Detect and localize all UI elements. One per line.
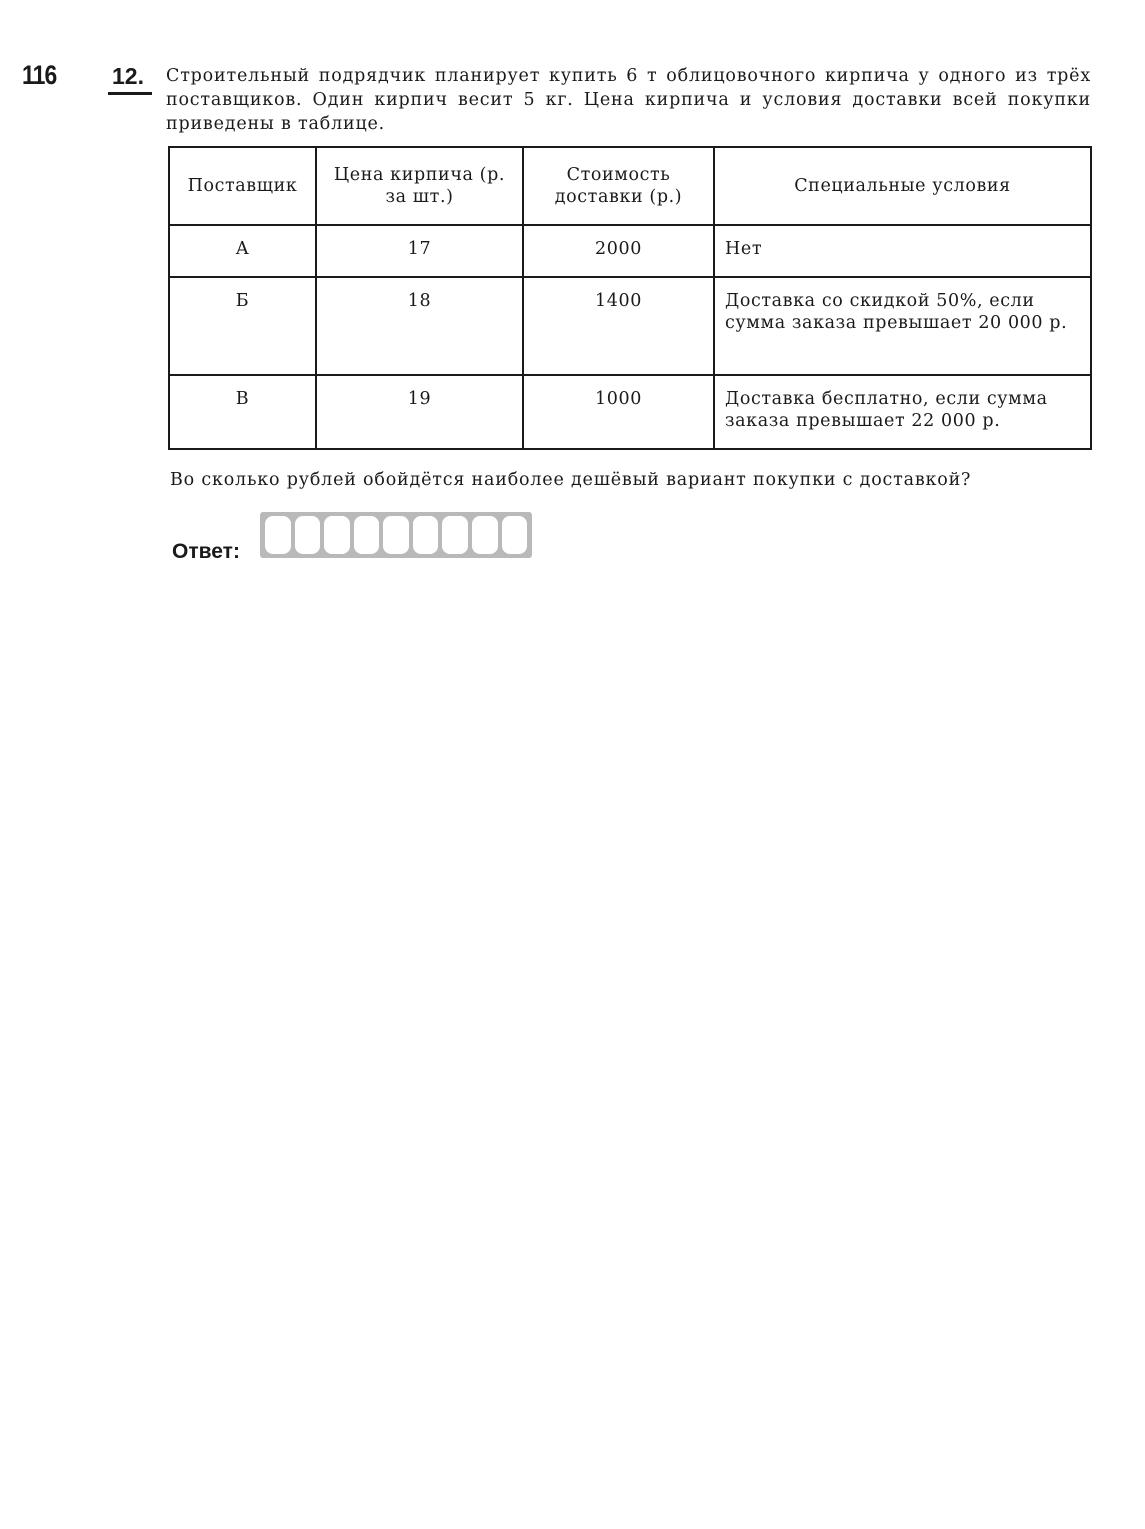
header-supplier: Поставщик — [169, 147, 316, 225]
cell-supplier: А — [169, 225, 316, 277]
header-delivery-cost: Стоимость доставки (р.) — [523, 147, 714, 225]
task-number: 12. — [112, 63, 144, 89]
cell-delivery: 1400 — [523, 277, 714, 375]
answer-digit-box[interactable] — [265, 516, 291, 554]
answer-digit-box[interactable] — [295, 516, 321, 554]
cell-supplier: В — [169, 375, 316, 449]
cell-price: 18 — [316, 277, 523, 375]
answer-digit-box[interactable] — [472, 516, 498, 554]
cell-delivery: 1000 — [523, 375, 714, 449]
table-row — [169, 225, 1091, 277]
answer-digit-box[interactable] — [502, 516, 528, 554]
answer-digit-box[interactable] — [324, 516, 350, 554]
cell-conditions: Доставка бесплатно, если сумма заказа превышает 22 000 р. — [714, 375, 1091, 449]
cell-delivery: 2000 — [523, 225, 714, 277]
question-text: Во сколько рублей обойдётся наиболее дешёвый вариант покупки с доставкой? — [170, 470, 972, 490]
answer-digit-box[interactable] — [383, 516, 409, 554]
table-row — [169, 277, 1091, 375]
header-brick-price: Цена кирпича (р. за шт.) — [316, 147, 523, 225]
cell-conditions: Нет — [714, 225, 1091, 277]
header-special-conditions: Специальные условия — [714, 147, 1091, 225]
task-text: Строительный подрядчик планирует купить 6 т облицовочного кирпича у одного из трёх поставщиков. Один кирпич весит 5 кг. Цена кирпича и условия доставки всей покупки приведены в таблице. — [166, 66, 1091, 134]
page-number: 116 — [22, 60, 57, 90]
suppliers-table — [168, 146, 1092, 450]
answer-digit-box[interactable] — [442, 516, 468, 554]
answer-field[interactable] — [260, 512, 532, 558]
task-number-underline — [108, 92, 152, 95]
cell-price: 17 — [316, 225, 523, 277]
answer-digit-box[interactable] — [413, 516, 439, 554]
cell-conditions: Доставка со скидкой 50%, если сумма заказа превышает 20 000 р. — [714, 277, 1091, 375]
cell-supplier: Б — [169, 277, 316, 375]
table-header-row — [169, 147, 1091, 225]
answer-label: Ответ: — [172, 540, 240, 563]
table-row — [169, 375, 1091, 449]
cell-price: 19 — [316, 375, 523, 449]
answer-digit-box[interactable] — [354, 516, 380, 554]
